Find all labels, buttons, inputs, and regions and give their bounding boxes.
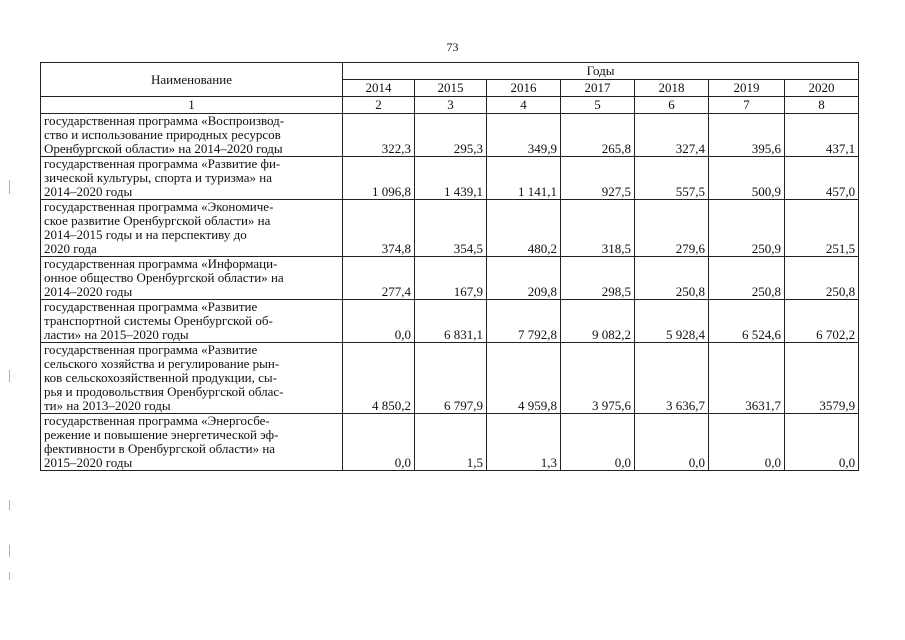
program-name-line: государственная программа «Экономиче- [44, 199, 274, 214]
scan-edge-mark [9, 180, 10, 194]
program-name-line: транспортной системы Оренбургской об- [44, 313, 273, 328]
value-cell: 349,9 [487, 114, 561, 157]
value-cell: 1,3 [487, 414, 561, 471]
program-name-line: государственная программа «Информаци- [44, 256, 278, 271]
header-group-row [41, 63, 859, 80]
table-row [41, 257, 859, 300]
column-number: 2 [343, 97, 415, 114]
program-name-line: государственная программа «Воспроизвод- [44, 113, 285, 128]
page-number: 73 [446, 40, 459, 54]
value-cell: 279,6 [635, 200, 709, 257]
value-cell: 6 831,1 [415, 300, 487, 343]
program-name-cell [41, 414, 343, 471]
value-cell: 1 141,1 [487, 157, 561, 200]
value-cell: 318,5 [561, 200, 635, 257]
column-number: 7 [709, 97, 785, 114]
value-cell: 457,0 [785, 157, 859, 200]
header-name-cell: Наименование [41, 63, 343, 97]
program-name-cell [41, 257, 343, 300]
program-name-line: 2014–2020 годы [44, 284, 133, 299]
program-name-line: рья и продовольствия Оренбургской облас- [44, 384, 284, 399]
value-cell: 295,3 [415, 114, 487, 157]
program-name-cell [41, 157, 343, 200]
program-name-line: 2020 года [44, 241, 97, 256]
header-year: 2016 [487, 80, 561, 97]
program-name-line: 2015–2020 годы [44, 455, 133, 470]
value-cell: 7 792,8 [487, 300, 561, 343]
program-name-line: 2014–2015 годы и на перспективу до [44, 227, 247, 242]
value-cell: 251,5 [785, 200, 859, 257]
column-number: 1 [41, 97, 343, 114]
value-cell: 3 636,7 [635, 343, 709, 414]
value-cell: 250,8 [635, 257, 709, 300]
header-column-numbers-row [41, 97, 859, 114]
program-name-line: государственная программа «Энергосбе- [44, 413, 270, 428]
program-name-line: Оренбургской области» на 2014–2020 годы [44, 141, 283, 156]
value-cell: 437,1 [785, 114, 859, 157]
program-name-line: государственная программа «Развитие [44, 342, 258, 357]
column-number: 6 [635, 97, 709, 114]
table-row [41, 200, 859, 257]
program-name-line: режение и повышение энергетической эф- [44, 427, 279, 442]
value-cell: 0,0 [343, 414, 415, 471]
table-row [41, 157, 859, 200]
value-cell: 4 850,2 [343, 343, 415, 414]
value-cell: 1 439,1 [415, 157, 487, 200]
value-cell: 557,5 [635, 157, 709, 200]
value-cell: 374,8 [343, 200, 415, 257]
header-year: 2018 [635, 80, 709, 97]
value-cell: 298,5 [561, 257, 635, 300]
table-row [41, 343, 859, 414]
header-year: 2019 [709, 80, 785, 97]
table-row [41, 414, 859, 471]
value-cell: 927,5 [561, 157, 635, 200]
value-cell: 250,8 [785, 257, 859, 300]
program-name-line: сельского хозяйства и регулирование рын- [44, 356, 280, 371]
column-number: 3 [415, 97, 487, 114]
program-name-cell [41, 300, 343, 343]
program-name-cell [41, 200, 343, 257]
table-row [41, 300, 859, 343]
value-cell: 0,0 [635, 414, 709, 471]
value-cell: 265,8 [561, 114, 635, 157]
program-name-line: ти» на 2013–2020 годы [44, 398, 171, 413]
program-name-line: государственная программа «Развитие [44, 299, 258, 314]
column-number: 5 [561, 97, 635, 114]
scan-edge-mark [9, 500, 10, 510]
table-body [41, 114, 859, 471]
value-cell: 209,8 [487, 257, 561, 300]
program-name-line: 2014–2020 годы [44, 184, 133, 199]
table-header [41, 63, 859, 114]
header-years-group: Годы [343, 63, 859, 80]
column-number: 8 [785, 97, 859, 114]
program-name-cell [41, 343, 343, 414]
program-name-line: онное общество Оренбургской области» на [44, 270, 284, 285]
value-cell: 6 702,2 [785, 300, 859, 343]
value-cell: 3 975,6 [561, 343, 635, 414]
value-cell: 0,0 [709, 414, 785, 471]
header-year: 2014 [343, 80, 415, 97]
header-year: 2017 [561, 80, 635, 97]
header-year: 2015 [415, 80, 487, 97]
value-cell: 327,4 [635, 114, 709, 157]
table-row [41, 114, 859, 157]
value-cell: 6 524,6 [709, 300, 785, 343]
value-cell: 9 082,2 [561, 300, 635, 343]
program-name-line: ласти» на 2015–2020 годы [44, 327, 189, 342]
program-name-line: ское развитие Оренбургской области» на [44, 213, 271, 228]
scan-edge-mark [9, 545, 10, 557]
value-cell: 167,9 [415, 257, 487, 300]
value-cell: 0,0 [785, 414, 859, 471]
value-cell: 0,0 [561, 414, 635, 471]
value-cell: 3631,7 [709, 343, 785, 414]
value-cell: 1 096,8 [343, 157, 415, 200]
program-name-line: государственная программа «Развитие фи- [44, 156, 281, 171]
value-cell: 250,9 [709, 200, 785, 257]
program-name-line: ков сельскохозяйственной продукции, сы- [44, 370, 277, 385]
program-name-line: зической культуры, спорта и туризма» на [44, 170, 273, 185]
value-cell: 480,2 [487, 200, 561, 257]
program-name-line: ство и использование природных ресурсов [44, 127, 281, 142]
value-cell: 3579,9 [785, 343, 859, 414]
value-cell: 395,6 [709, 114, 785, 157]
value-cell: 250,8 [709, 257, 785, 300]
value-cell: 500,9 [709, 157, 785, 200]
scan-edge-mark [9, 370, 10, 382]
value-cell: 4 959,8 [487, 343, 561, 414]
value-cell: 1,5 [415, 414, 487, 471]
value-cell: 6 797,9 [415, 343, 487, 414]
value-cell: 5 928,4 [635, 300, 709, 343]
value-cell: 277,4 [343, 257, 415, 300]
value-cell: 354,5 [415, 200, 487, 257]
header-year: 2020 [785, 80, 859, 97]
value-cell: 322,3 [343, 114, 415, 157]
scan-edge-mark [9, 572, 10, 580]
budget-table [40, 62, 859, 471]
column-number: 4 [487, 97, 561, 114]
program-name-line: фективности в Оренбургской области» на [44, 441, 276, 456]
value-cell: 0,0 [343, 300, 415, 343]
program-name-cell [41, 114, 343, 157]
